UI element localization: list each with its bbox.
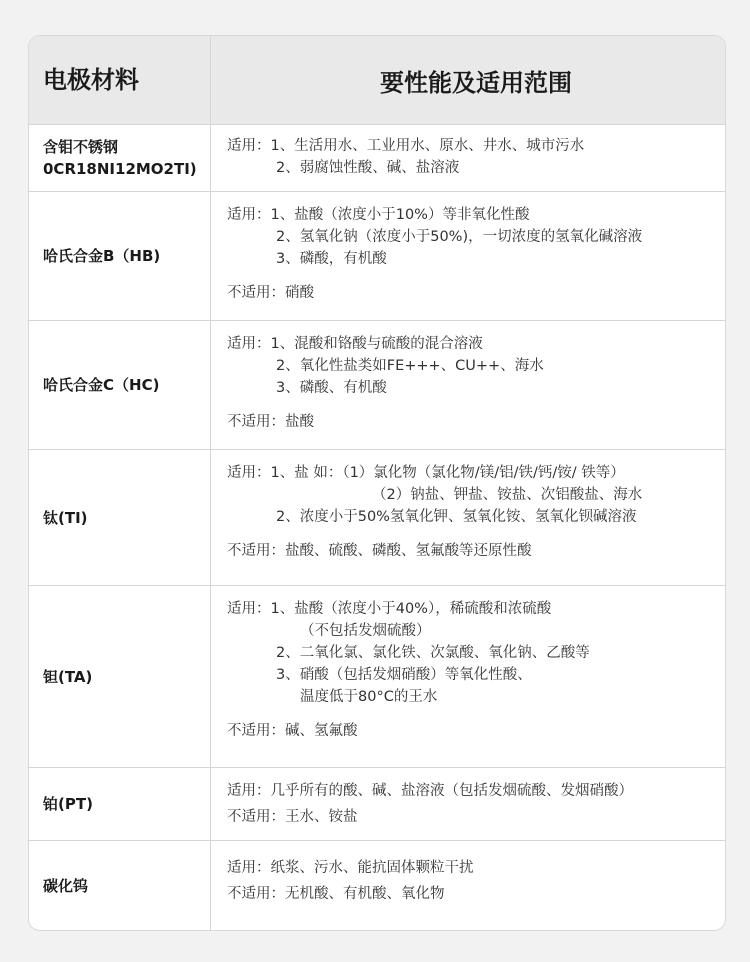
usage-line: 适用：1、盐 如：（1）氯化物（氯化物/镁/铝/铁/钙/铵/ 铁等） (227, 465, 625, 481)
performance-cell (211, 192, 725, 320)
usage-line: 适用：1、盐酸（浓度小于10%）等非氧化性酸 (227, 207, 530, 223)
usage-line: （不包括发烟硫酸） (300, 623, 431, 639)
material-name: 铂(PT) (29, 768, 211, 840)
table-row (29, 125, 725, 192)
usage-line: 2、弱腐蚀性酸、碱、盐溶液 (276, 160, 460, 176)
usage-line: 2、二氧化氯、氯化铁、次氯酸、氧化钠、乙酸等 (276, 645, 590, 661)
material-name: 钽(TA) (29, 586, 211, 767)
not-suitable-line: 不适用：盐酸 (227, 414, 314, 430)
usage-line: 温度低于80°C的王水 (300, 689, 438, 705)
usage-line: 适用：1、生活用水、工业用水、原水、井水、城市污水 (227, 138, 585, 154)
header-performance: 要性能及适用范围 (211, 36, 725, 124)
table-row (29, 450, 725, 586)
performance-cell (211, 841, 725, 930)
performance-cell (211, 321, 725, 449)
usage-line: 适用：几乎所有的酸、碱、盐溶液（包括发烟硫酸、发烟硝酸） (227, 783, 633, 799)
table-row (29, 321, 725, 450)
usage-line: 2、氢氧化钠（浓度小于50%)，一切浓度的氢氧化碱溶液 (276, 229, 643, 245)
usage-line: 2、浓度小于50%氢氧化钾、氢氧化铵、氢氧化钡碱溶液 (276, 509, 637, 525)
table-row (29, 768, 725, 841)
not-suitable-line: 不适用：盐酸、硫酸、磷酸、氢氟酸等还原性酸 (227, 543, 532, 559)
usage-line: 适用：1、盐酸（浓度小于40%），稀硫酸和浓硫酸 (227, 601, 552, 617)
performance-cell (211, 586, 725, 767)
material-table (28, 35, 726, 931)
not-suitable-line: 不适用：王水、铵盐 (227, 809, 358, 825)
usage-line: 3、磷酸、有机酸 (276, 380, 387, 396)
table-header-row (29, 36, 725, 125)
not-suitable-line: 不适用：无机酸、有机酸、氧化物 (227, 886, 445, 902)
table-row (29, 841, 725, 930)
material-name: 碳化钨 (29, 841, 211, 930)
performance-cell (211, 768, 725, 840)
table-row (29, 586, 725, 768)
usage-line: （2）钠盐、钾盐、铵盐、次铝酸盐、海水 (372, 487, 643, 503)
material-name: 含钼不锈钢 0CR18NI12MO2TI) (29, 125, 211, 191)
not-suitable-line: 不适用：碱、氢氟酸 (227, 723, 358, 739)
performance-cell (211, 450, 725, 585)
material-name: 哈氏合金B（HB) (29, 192, 211, 320)
usage-line: 适用：1、混酸和铬酸与硫酸的混合溶液 (227, 336, 483, 352)
usage-line: 适用：纸浆、污水、能抗固体颗粒干扰 (227, 860, 474, 876)
performance-cell (211, 125, 725, 191)
usage-line: 3、硝酸（包括发烟硝酸）等氧化性酸、 (276, 667, 532, 683)
usage-line: 2、氧化性盐类如FE+++、CU++、海水 (276, 358, 544, 374)
header-material: 电极材料 (29, 36, 211, 124)
table-row (29, 192, 725, 321)
usage-line: 3、磷酸，有机酸 (276, 251, 387, 267)
material-name: 钛(TI) (29, 450, 211, 585)
not-suitable-line: 不适用：硝酸 (227, 285, 314, 301)
material-name: 哈氏合金C（HC) (29, 321, 211, 449)
